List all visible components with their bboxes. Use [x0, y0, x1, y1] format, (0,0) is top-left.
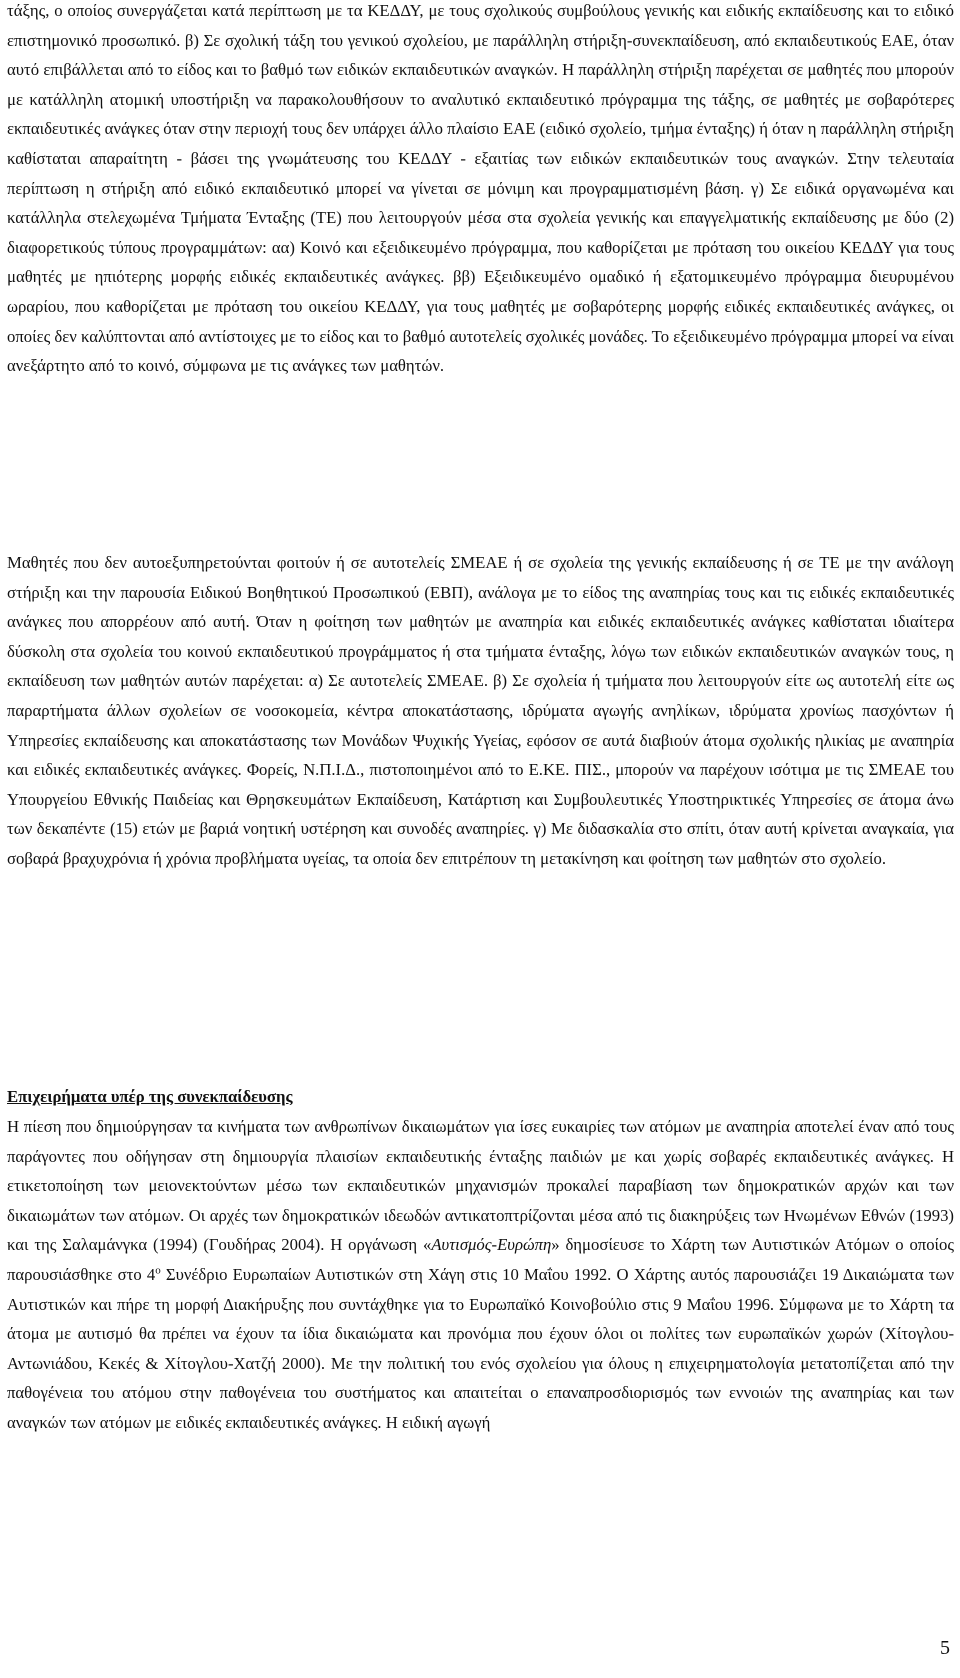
body-paragraph-2: Μαθητές που δεν αυτοεξυπηρετούνται φοιτούν ή σε αυτοτελείς ΣΜΕΑΕ ή σε σχολεία της γενικής εκπαίδευσης ή σε ΤΕ με την ανάλογη στήριξη και την παρουσία Ειδικού Βοηθητικού Προσωπικού (ΕΒΠ), ανάλογα με το είδος της αναπηρίας τους και τις ειδικές εκπαιδευτικές ανάγκες που απορρέουν από αυτή. Όταν η φοίτηση των μαθητών με αναπηρία και ειδικές εκπαιδευτικές ανάγκες καθίσταται ιδιαίτερα δύσκολη στα σχολεία του κοινού εκπαιδευτικού προγράμματος ή στα τμήματα ένταξης, λόγω των ειδικών εκπαιδευτικών αναγκών τους, η εκπαίδευση των μαθητών αυτών παρέχεται: α) Σε αυτοτελείς ΣΜΕΑΕ. β) Σε σχολεία ή τμήματα που λειτουργούν είτε ως αυτοτελή είτε ως παραρτήματα άλλων σχολείων σε νοσοκομεία, κέντρα αποκατάστασης, ιδρύματα αγωγής ανηλίκων, ιδρύματα χρονίως πασχόντων ή Υπηρεσίες εκπαίδευσης και αποκατάστασης των Μονάδων Ψυχικής Υγείας, εφόσον σε αυτά διαβιούν άτομα σχολικής ηλικίας με αναπηρία και ειδικές εκπαιδευτικές ανάγκες. Φορείς, Ν.Π.Ι.Δ., πιστοποιημένοι από το Ε.ΚΕ. ΠΙΣ., μπορούν να παρέχουν ισότιμα με τις ΣΜΕΑΕ του Υπουργείου Εθνικής Παιδείας και Θρησκευμάτων Εκπαίδευση, Κατάρτιση και Συμβουλευτικές Υποστηρικτικές Υπηρεσίες σε άτομα άνω των δεκαπέντε (15) ετών με βαριά νοητική υστέρηση και συνοδές αναπηρίες. γ) Με διδασκαλία στο σπίτι, όταν αυτή κρίνεται αναγκαία, για σοβαρά βραχυχρόνια ή χρόνια προβλήματα υγείας, τα οποία δεν επιτρέπουν τη μετακίνηση και φοίτηση των μαθητών στο σχολείο. — [7, 553, 954, 868]
ordinal-superscript: ο — [155, 1264, 161, 1277]
paragraph-3-text-part-1: Η πίεση που δημιούργησαν τα κινήματα των ανθρωπίνων δικαιωμάτων για ίσες ευκαιρίες των ατόμων με αναπηρία αποτελεί έναν από τους παράγοντες που οδήγησαν στη δημιουργία πλαισίων εκπαιδευτικής ένταξης παιδιών με και χωρίς σοβαρές εκπαιδευτικές ανάγκες. Η ετικετοποίηση των μειονεκτούντων μέσω των εκπαιδευτικών μηχανισμών προκαλεί παραβίαση των δημοκρατικών αρχών και των δικαιωμάτων των ατόμων. Οι αρχές των δημοκρατικών ιδεωδών αντικατοπτρίζονται μέσα από τις διακηρύξεις των Ηνωμένων Εθνών (1993) και της Σαλαμάνγκα (1994) (Γουδήρας 2004). Η οργάνωση « — [7, 1117, 954, 1255]
body-paragraph-3 — [7, 1112, 954, 1438]
body-paragraph-1: τάξης, ο οποίος συνεργάζεται κατά περίπτωση με τα ΚΕΔΔΥ, με τους σχολικούς συμβούλους γενικής και ειδικής εκπαίδευσης και το ειδικό επιστημονικό προσωπικό. β) Σε σχολική τάξη του γενικού σχολείου, με παράλληλη στήριξη-συνεκπαίδευση, από εκπαιδευτικούς ΕΑΕ, όταν αυτό επιβάλλεται από το είδος και το βαθμό των ειδικών εκπαιδευτικών αναγκών. Η παράλληλη στήριξη παρέχεται σε μαθητές που μπορούν με κατάλληλη ατομική υποστήριξη να παρακολουθήσουν το αναλυτικό εκπαιδευτικό πρόγραμμα της τάξης, σε μαθητές με σοβαρότερες εκπαιδευτικές ανάγκες όταν στην περιοχή τους δεν υπάρχει άλλο πλαίσιο ΕΑΕ (ειδικό σχολείο, τμήμα ένταξης) ή όταν η παράλληλη στήριξη καθίσταται απαραίτητη - βάσει της γνωμάτευσης του ΚΕΔΔΥ - εξαιτίας των ειδικών εκπαιδευτικών τους αναγκών. Στην τελευταία περίπτωση η στήριξη από ειδικό εκπαιδευτικό μπορεί να γίνεται σε μόνιμη και προγραμματισμένη βάση. γ) Σε ειδικά οργανωμένα και κατάλληλα στελεχωμένα Τμήματα Ένταξης (ΤΕ) που λειτουργούν μέσα στα σχολεία γενικής και επαγγελματικής εκπαίδευσης με δύο (2) διαφορετικούς τύπους προγραμμάτων: αα) Κοινό και εξειδικευμένο πρόγραμμα, που καθορίζεται με πρόταση του οικείου ΚΕΔΔΥ για τους μαθητές με ηπιότερης μορφής ειδικές εκπαιδευτικές ανάγκες. ββ) Εξειδικευμένο ομαδικό ή εξατομικευμένο πρόγραμμα διευρυμένου ωραρίου, που καθορίζεται με πρόταση του οικείου ΚΕΔΔΥ, για τους μαθητές με σοβαρότερης μορφής ειδικές εκπαιδευτικές ανάγκες, οι οποίες δεν καλύπτονται από αντίστοιχες με το είδος και το βαθμό αυτοτελείς σχολικές μονάδες. Το εξειδικευμένο πρόγραμμα μπορεί να είναι ανεξάρτητο από το κοινό, σύμφωνα με τις ανάγκες των μαθητών. — [7, 1, 955, 376]
section-heading: Επιχειρήματα υπέρ της συνεκπαίδευσης — [7, 1087, 293, 1106]
organization-name-italic: Αυτισμός-Ευρώπη — [431, 1235, 552, 1255]
paragraph-3-text-part-3: Συνέδριο Ευρωπαίων Αυτιστικών στη Χάγη στις 10 Μαΐου 1992. Ο Χάρτης αυτός παρουσιάζει 19 Δικαιώματα των Αυτιστικών και πήρε τη μορφή Διακήρυξης που συντάχθηκε για το Ευρωπαϊκό Κοινοβούλιο στις 9 Μαΐου 1996. Σύμφωνα με το Χάρτη τα άτομα με αυτισμό θα πρέπει να έχουν τα ίδια δικαιώματα και προνόμια που έχουν όλοι οι πολίτες των ευρωπαϊκών χωρών (Χίτογλου-Αντωνιάδου, Κεκές & Χίτογλου-Χατζή 2000). Με την πολιτική του ενός σχολείου για όλους η επιχειρηματολογία μετατοπίζεται από την παθογένεια του ατόμου στην παθογένεια του συστήματος και απαιτείται ο επαναπροσδιορισμός των εννοιών της αναπηρίας και των αναγκών των ατόμων με ειδικές εκπαιδευτικές ανάγκες. Η ειδική αγωγή — [7, 1264, 955, 1432]
paragraph-3-text-part-2: » δημοσίευσε το Χάρτη των Αυτιστικών Ατόμων ο οποίος παρουσιάσθηκε στο 4 — [7, 1235, 954, 1284]
page-number: 5 — [940, 1637, 950, 1659]
